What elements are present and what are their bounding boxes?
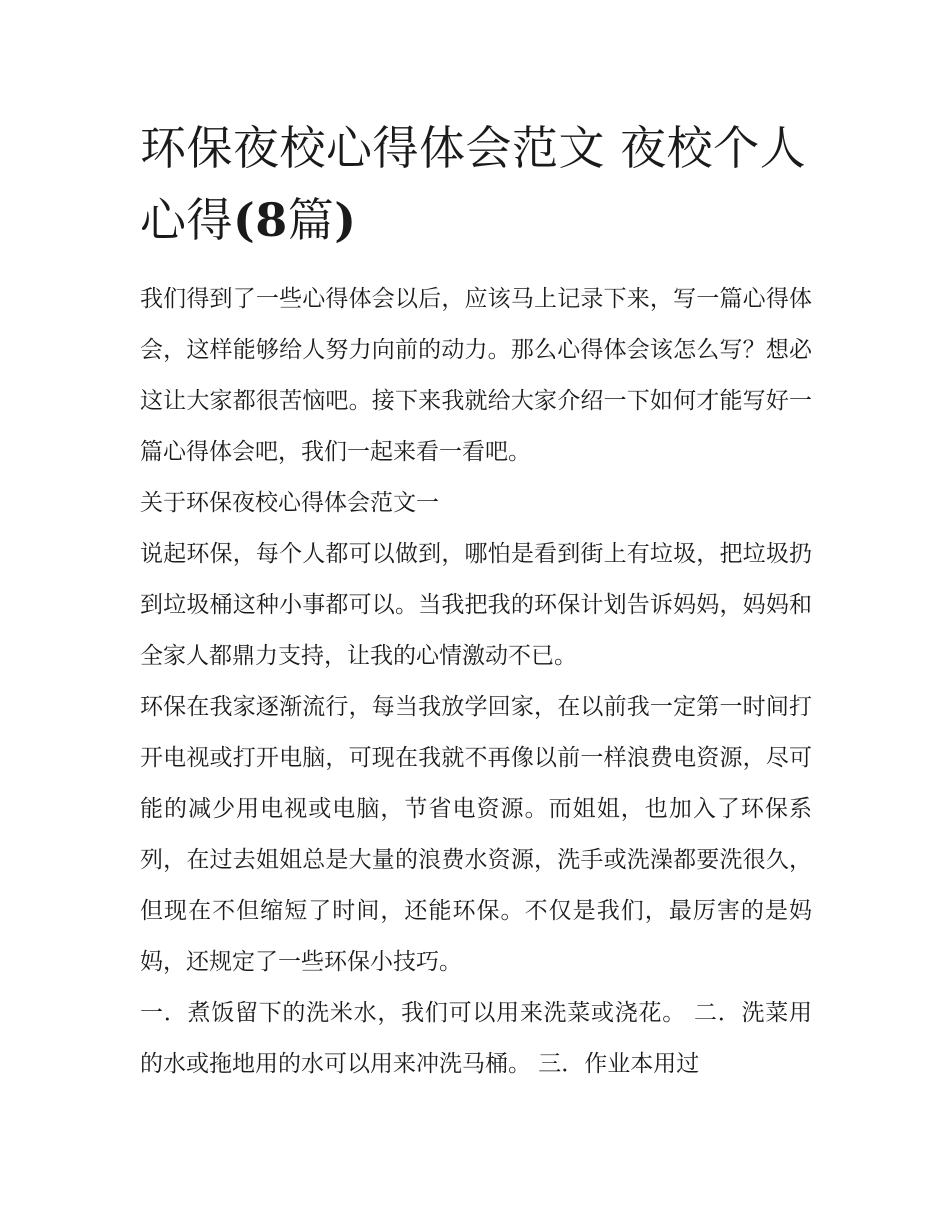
intro-paragraph: 我们得到了一些心得体会以后，应该马上记录下来，写一篇心得体会，这样能够给人努力向前的动力。那么心得体会该怎么写？想必这让大家都很苦恼吧。接下来我就给大家介绍一下如何才能写好一篇心得体会吧，我们一起来看一看吧。 <box>140 286 812 465</box>
section-heading: 关于环保夜校心得体会范文一 <box>140 490 439 516</box>
body-paragraph-2: 环保在我家逐渐流行，每当我放学回家，在以前我一定第一时间打开电视或打开电脑，可现在我就不再像以前一样浪费电资源，尽可能的减少用电视或电脑，节省电资源。而姐姐，也加入了环保系列，在过去姐姐总是大量的浪费水资源，洗手或洗澡都要洗很久，但现在不但缩短了时间，还能环保。不仅是我们，最厉害的是妈妈，还规定了一些环保小技巧。 <box>140 694 812 975</box>
document-page <box>140 112 812 1090</box>
document-title: 环保夜校心得体会范文 夜校个人心得(8篇) <box>140 121 807 247</box>
body-paragraph-1: 说起环保，每个人都可以做到，哪怕是看到街上有垃圾，把垃圾扔到垃圾桶这种小事都可以。当我把我的环保计划告诉妈妈，妈妈和全家人都鼎力支持，让我的心情激动不已。 <box>140 541 812 669</box>
body-paragraph-3: 一．煮饭留下的洗米水，我们可以用来洗菜或浇花。 二．洗菜用的水或拖地用的水可以用来冲洗马桶。 三．作业本用过 <box>140 1000 812 1077</box>
